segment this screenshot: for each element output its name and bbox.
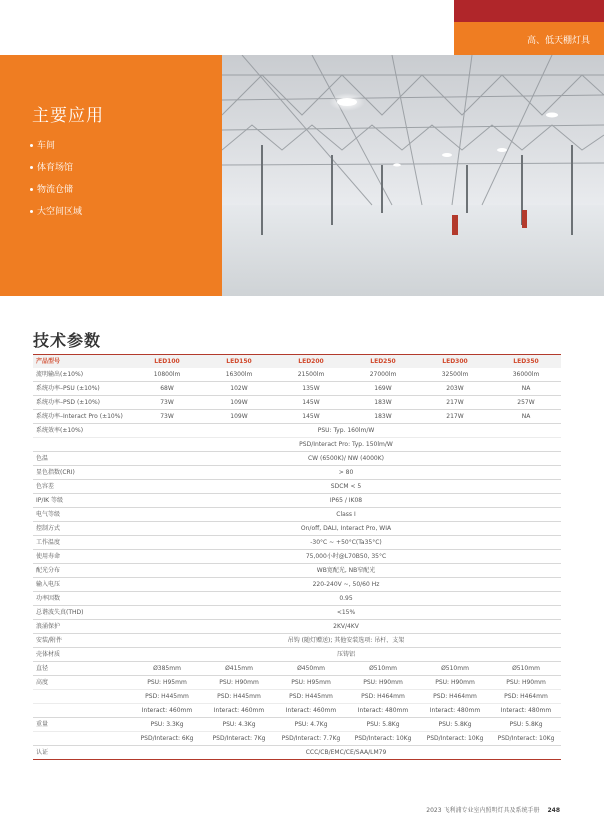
table-cell: PSD/Interact: 10Kg xyxy=(426,735,484,742)
specs-table xyxy=(33,354,561,760)
bullet-icon xyxy=(30,210,33,213)
table-cell: PSU: H90mm xyxy=(506,679,546,686)
table-cell: Ø450mm xyxy=(297,665,325,672)
application-item: 车间 xyxy=(30,135,82,157)
table-cell: CW (6500K)/ NW (4000K) xyxy=(307,455,385,462)
table-cell: PSD/Interact: 10Kg xyxy=(497,735,555,742)
table-row xyxy=(33,634,561,648)
table-cell: 10800lm xyxy=(153,371,181,378)
row-label: 使用寿命 xyxy=(36,553,61,560)
table-row xyxy=(33,410,561,424)
row-label: 系统功率–PSU (±10%) xyxy=(36,385,100,392)
table-cell: PSD/Interact: 10Kg xyxy=(354,735,412,742)
row-label: IP/IK 等级 xyxy=(36,497,64,504)
table-cell: 0.95 xyxy=(339,595,353,602)
table-row xyxy=(33,550,561,564)
table-cell: IP65 / IK08 xyxy=(329,497,363,504)
table-cell: 75,000小时@L70B50, 35°C xyxy=(305,553,387,560)
bullet-icon xyxy=(30,188,33,191)
table-cell: PSU: H90mm xyxy=(219,679,259,686)
table-row xyxy=(33,494,561,508)
table-cell: <15% xyxy=(336,609,356,616)
column-header: LED350 xyxy=(513,358,539,365)
table-cell: Interact: 480mm xyxy=(500,707,552,714)
column-header: LED150 xyxy=(226,358,252,365)
header-red-band xyxy=(454,0,604,22)
table-cell: 183W xyxy=(374,413,392,420)
table-cell: PSU: Typ. 160lm/W xyxy=(317,427,375,434)
footer-text: 2023 飞利浦专业室内照明灯具及系统手册 xyxy=(426,807,540,814)
table-cell: PSD: H464mm xyxy=(433,693,477,700)
row-label: 直径 xyxy=(36,665,49,672)
table-cell: Interact: 480mm xyxy=(357,707,409,714)
table-cell: PSD/Interact: 7Kg xyxy=(212,735,266,742)
row-label: 认证 xyxy=(36,749,49,756)
specs-title: 技术参数 xyxy=(33,331,102,350)
table-cell: PSD: H464mm xyxy=(361,693,405,700)
table-cell: Interact: 460mm xyxy=(141,707,193,714)
table-cell: CCC/CB/EMC/CE/SAA/LM79 xyxy=(305,749,387,756)
column-header: LED250 xyxy=(370,358,396,365)
warehouse-photo xyxy=(222,55,604,296)
table-cell: 压铸铝 xyxy=(336,651,355,658)
row-label: 系统效率(±10%) xyxy=(36,427,84,434)
row-label: 壳体材质 xyxy=(36,651,61,658)
row-label: 流明输出(±10%) xyxy=(36,371,84,378)
bullet-icon xyxy=(30,166,33,169)
table-cell: 27000lm xyxy=(369,371,397,378)
table-cell: 109W xyxy=(230,413,248,420)
table-cell: 135W xyxy=(302,385,320,392)
table-row xyxy=(33,536,561,550)
table-cell: 吊钩 (随灯赠送); 其他安装选项: 吊杆、支架 xyxy=(287,637,405,644)
table-row xyxy=(33,452,561,466)
row-label: 输入电压 xyxy=(36,581,61,588)
table-cell: PSD/Interact: 7.7Kg xyxy=(281,735,341,742)
table-cell: 36000lm xyxy=(512,371,540,378)
table-cell: PSU: H90mm xyxy=(435,679,475,686)
table-row xyxy=(33,620,561,634)
table-cell: 102W xyxy=(230,385,248,392)
table-row xyxy=(33,424,561,438)
table-cell: Interact: 480mm xyxy=(429,707,481,714)
table-header-row xyxy=(33,355,561,369)
row-label: 配光分布 xyxy=(36,567,61,574)
row-label xyxy=(33,704,131,718)
column-header: LED100 xyxy=(154,358,180,365)
table-cell: PSD: H445mm xyxy=(217,693,261,700)
table-cell: Ø415mm xyxy=(225,665,253,672)
row-label xyxy=(33,438,131,452)
table-row xyxy=(33,690,561,704)
table-cell: Ø385mm xyxy=(153,665,181,672)
table-row xyxy=(33,606,561,620)
table-cell: PSD/Interact Pro: Typ. 150lm/W xyxy=(299,441,393,448)
table-row xyxy=(33,578,561,592)
table-row xyxy=(33,396,561,410)
table-cell: PSU: 3.3Kg xyxy=(150,721,184,728)
table-cell: PSD: H445mm xyxy=(145,693,189,700)
table-cell: Class I xyxy=(336,511,356,518)
table-cell: 68W xyxy=(160,385,174,392)
table-row xyxy=(33,466,561,480)
table-row xyxy=(33,564,561,578)
table-cell: PSU: 5.8Kg xyxy=(509,721,543,728)
table-row xyxy=(33,522,561,536)
table-row xyxy=(33,480,561,494)
table-row xyxy=(33,648,561,662)
table-row xyxy=(33,704,561,718)
column-header: LED300 xyxy=(442,358,468,365)
table-row xyxy=(33,368,561,382)
table-cell: NA xyxy=(521,413,531,420)
row-label: 系统功率–Interact Pro (±10%) xyxy=(36,413,123,420)
table-row xyxy=(33,746,561,760)
table-cell: SDCM < 5 xyxy=(330,483,362,490)
table-cell: 169W xyxy=(374,385,392,392)
row-label: 重量 xyxy=(36,721,49,728)
table-cell: -30°C ~ +50°C(Ta35°C) xyxy=(310,539,382,546)
row-label: 浪涌保护 xyxy=(36,623,61,630)
table-cell: PSD: H445mm xyxy=(289,693,333,700)
table-row xyxy=(33,718,561,732)
table-cell: Interact: 460mm xyxy=(285,707,337,714)
table-cell: PSU: 4.3Kg xyxy=(222,721,256,728)
table-row xyxy=(33,438,561,452)
row-label: 色容差 xyxy=(36,483,55,490)
application-item: 大空间区域 xyxy=(30,201,82,223)
row-label: 高度 xyxy=(36,679,49,686)
row-label: 色温 xyxy=(36,455,49,462)
application-item: 物流仓储 xyxy=(30,179,82,201)
table-cell: 220-240V ~, 50/60 Hz xyxy=(312,581,380,588)
table-cell: WB宽配光, NB窄配光 xyxy=(316,567,376,574)
row-label: 工作温度 xyxy=(36,539,61,546)
table-row xyxy=(33,676,561,690)
table-cell: PSU: 4.7Kg xyxy=(294,721,328,728)
header-category: 高、低天棚灯具 xyxy=(526,36,590,46)
table-cell: 32500lm xyxy=(441,371,469,378)
bullet-icon xyxy=(30,144,33,147)
table-cell: 109W xyxy=(230,399,248,406)
table-cell: 145W xyxy=(302,413,320,420)
table-cell: PSU: H90mm xyxy=(363,679,403,686)
table-cell: Ø510mm xyxy=(369,665,397,672)
table-row xyxy=(33,662,561,676)
table-cell: 73W xyxy=(160,413,174,420)
table-cell: 2KV/4KV xyxy=(333,623,359,630)
row-label: 电气等级 xyxy=(36,511,61,518)
table-row xyxy=(33,592,561,606)
table-cell: 257W xyxy=(517,399,535,406)
row-label: 总谐波失真(THD) xyxy=(36,609,84,616)
page-number: 248 xyxy=(547,807,560,814)
table-cell: 183W xyxy=(374,399,392,406)
table-cell: Ø510mm xyxy=(512,665,540,672)
application-item: 体育场馆 xyxy=(30,157,82,179)
table-cell: PSU: 5.8Kg xyxy=(366,721,400,728)
table-cell: 21500lm xyxy=(297,371,325,378)
applications-list xyxy=(30,135,82,223)
page-footer xyxy=(426,805,560,814)
table-cell: 217W xyxy=(446,413,464,420)
table-row xyxy=(33,732,561,746)
applications-panel xyxy=(0,55,222,296)
table-cell: PSU: H95mm xyxy=(291,679,331,686)
row-label: 功率因数 xyxy=(36,595,61,602)
table-cell: NA xyxy=(521,385,531,392)
table-cell: 73W xyxy=(160,399,174,406)
table-row xyxy=(33,508,561,522)
table-cell: 16300lm xyxy=(225,371,253,378)
row-label xyxy=(33,732,131,746)
table-cell: Interact: 460mm xyxy=(213,707,265,714)
column-header: LED200 xyxy=(298,358,324,365)
table-cell: Ø510mm xyxy=(441,665,469,672)
table-cell: PSD/Interact: 6Kg xyxy=(140,735,194,742)
table-cell: PSU: 5.8Kg xyxy=(438,721,472,728)
table-cell: PSU: H95mm xyxy=(147,679,187,686)
table-cell: 217W xyxy=(446,399,464,406)
header-category-band xyxy=(454,22,604,55)
table-cell: 203W xyxy=(446,385,464,392)
row-label: 显色指数(CRI) xyxy=(36,469,75,476)
column-header: 产品型号 xyxy=(36,358,61,365)
table-cell: On/off, DALI, Interact Pro, WIA xyxy=(300,525,392,532)
table-cell: 145W xyxy=(302,399,320,406)
table-cell: > 80 xyxy=(338,469,354,476)
row-label: 安装/附件 xyxy=(36,637,63,644)
table-row xyxy=(33,382,561,396)
table-cell: PSD: H464mm xyxy=(504,693,548,700)
row-label xyxy=(33,690,131,704)
row-label: 控制方式 xyxy=(36,525,61,532)
applications-title: 主要应用 xyxy=(32,106,104,126)
row-label: 系统功率–PSD (±10%) xyxy=(36,399,100,406)
